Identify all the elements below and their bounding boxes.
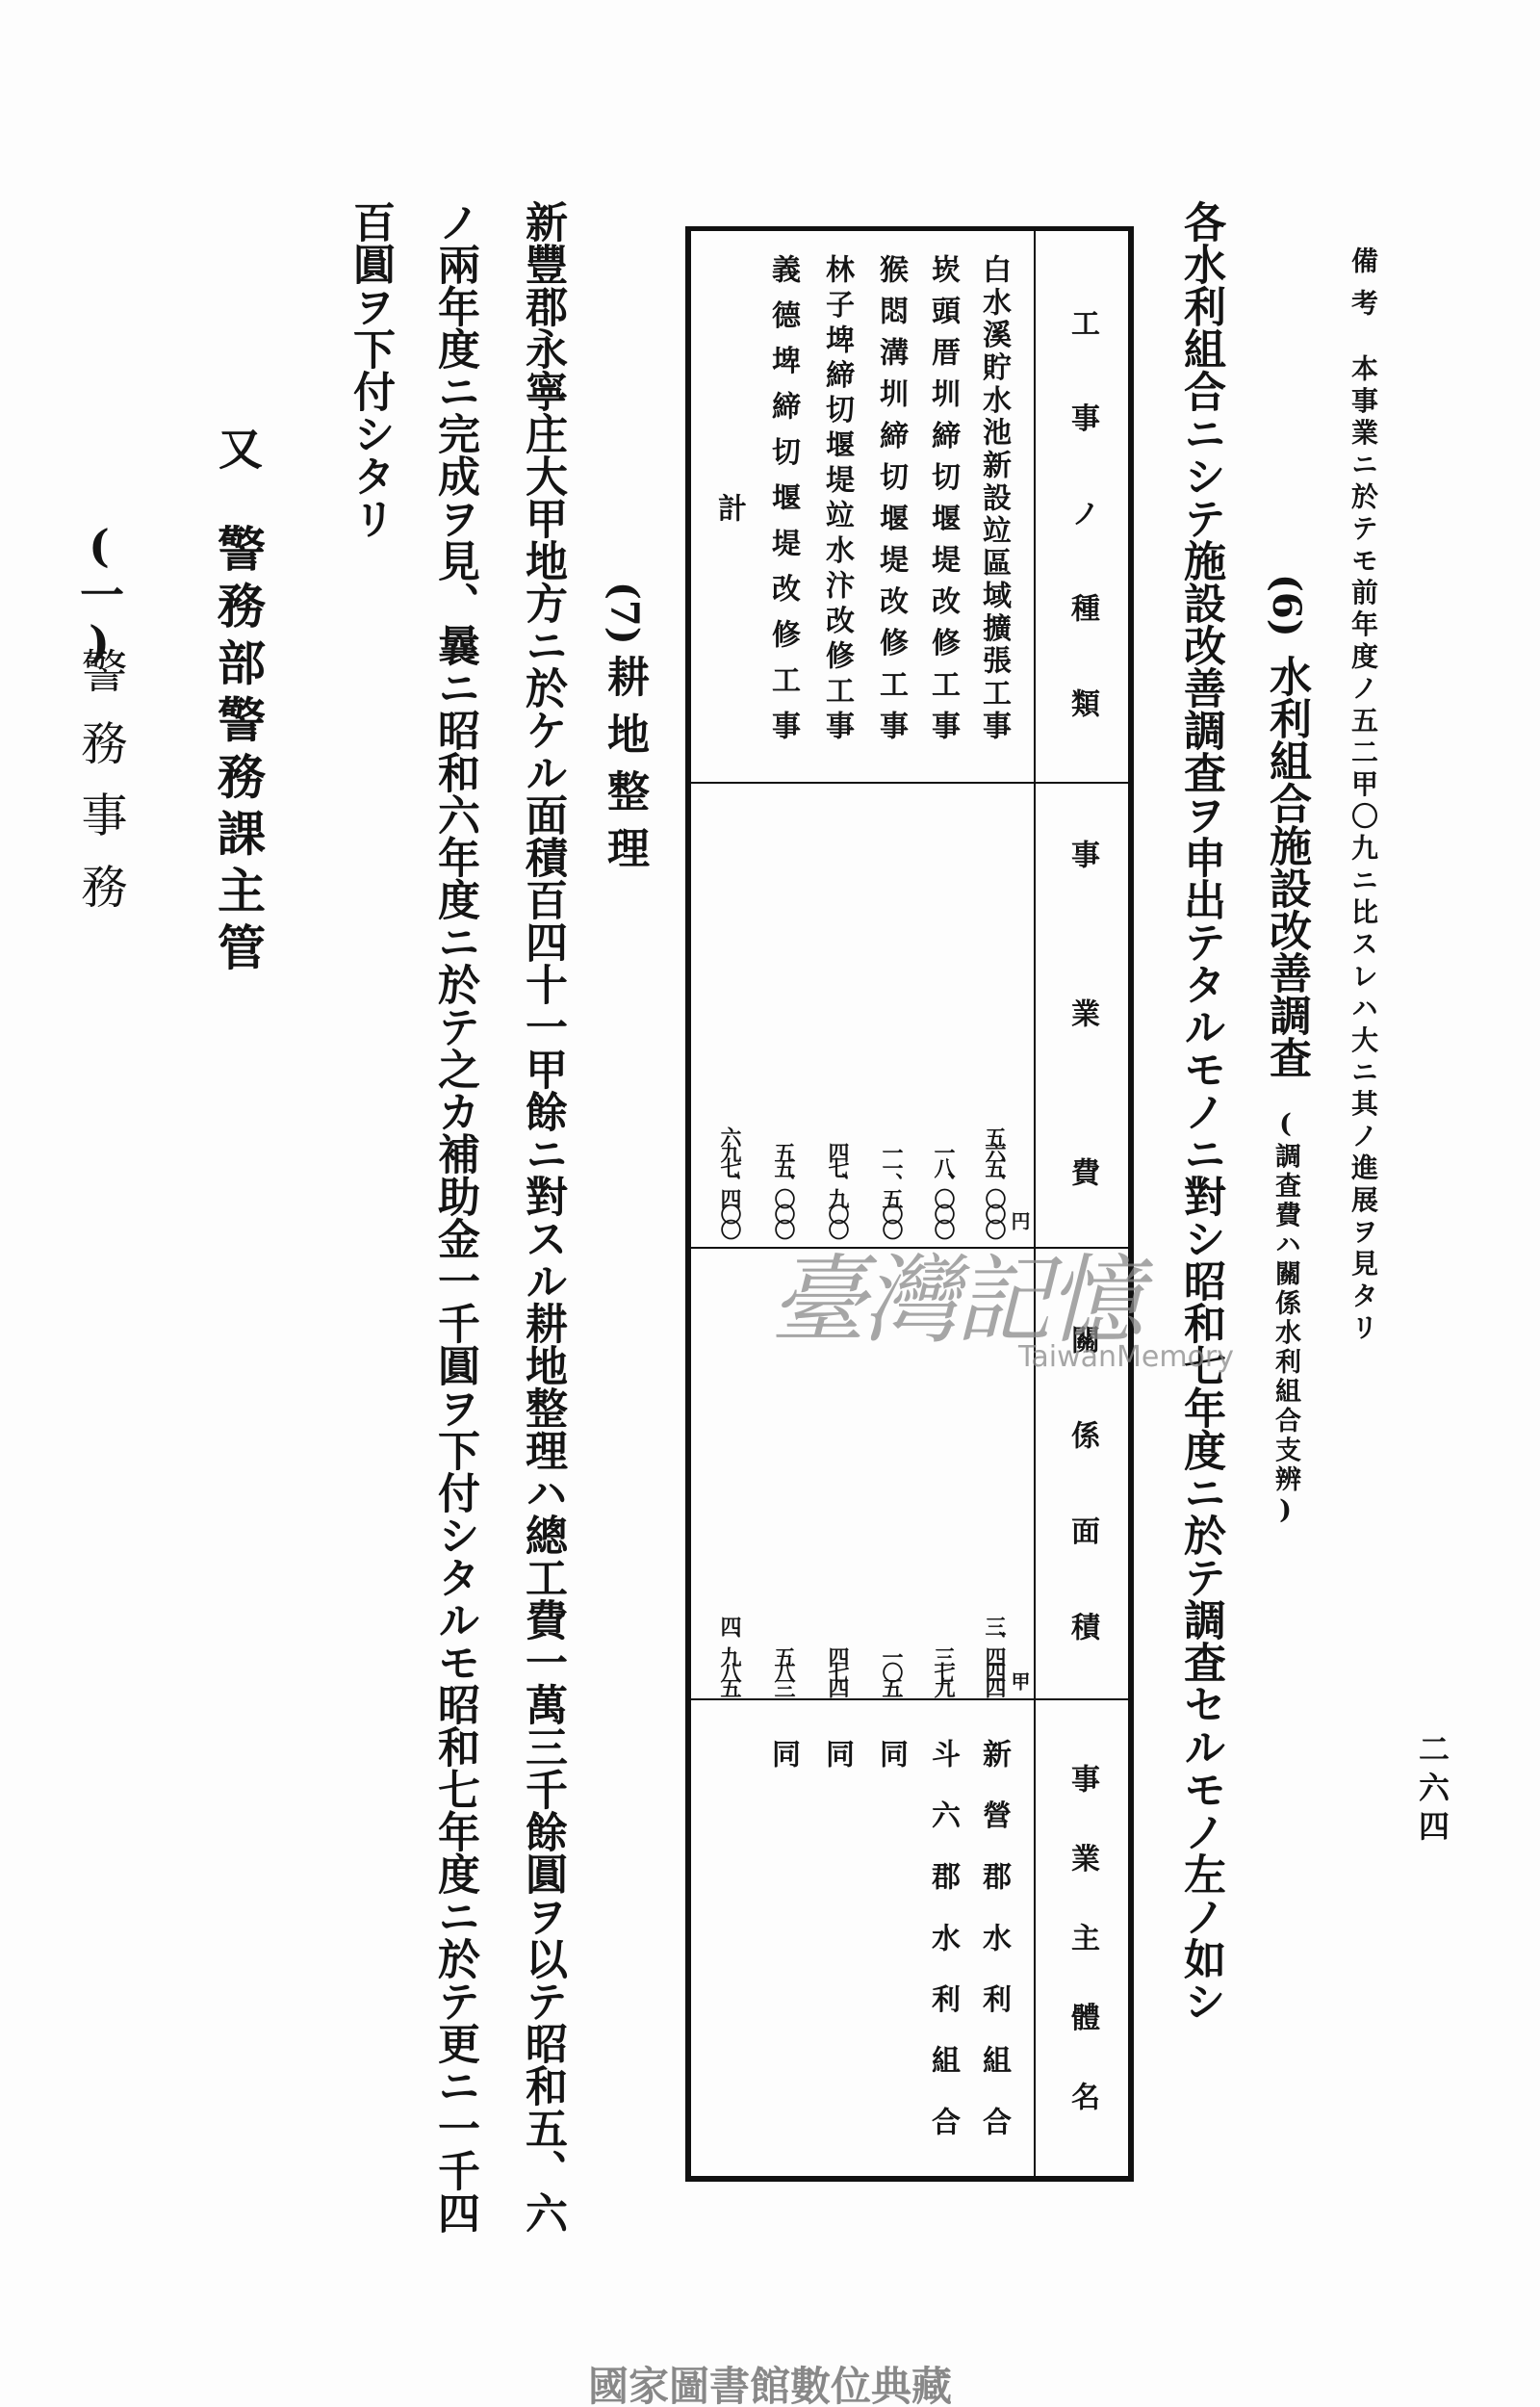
table-row-entity: 斗六郡水利組合 [926,1739,960,2135]
table-row-name: 猴悶溝圳締切堰堤改修工事 [874,254,908,739]
table-header-divider [1034,228,1036,2178]
table-row-cost: 一八、〇〇〇 [931,1142,956,1234]
table-row-area: 四七四 [825,1646,850,1693]
subsection1-title: 警務事務 [73,647,127,909]
table-border-right [1128,226,1134,2182]
section6-title: 水利組合施設改善調査 [1262,655,1311,1078]
section7-line: ノ兩年度ニ完成ヲ見、曩ニ昭和六年度ニ於テ之カ補助金一千圓ヲ下付シタルモ昭和七年度ニ於テ更ニ一千四 [430,200,479,2234]
table-row-name: 林子埤締切堰堤竝水汴改修工事 [820,254,854,739]
page-number: 二六四 [1414,1733,1450,1841]
watermark-logo: 臺灣記憶 [770,1244,1140,1357]
header-kind: 工事ノ種類 [1065,308,1099,717]
table-row-area: 三、四四四 [982,1616,1007,1693]
header-area: 關係面積 [1065,1325,1099,1641]
note-text: 本事業ニ於テモ前年度ノ五二甲〇九ニ比スレハ大ニ其ノ進展ヲ見タリ [1348,354,1379,1341]
section6-subtitle: (調査費ハ關係水利組合支辨) [1270,1109,1300,1525]
table-border-bottom [685,2176,1134,2182]
section6-number: (6) [1264,574,1309,637]
part-title: 警務部警務課主管 [210,524,267,971]
section7-line: 新豐郡永寧庄大甲地方ニ於ケル面積百四十一甲餘ニ對スル耕地整理ハ總工費一萬三千餘圓ヲ以テ昭和五、六 [518,200,567,2234]
area-unit: 甲 [1008,1671,1031,1691]
footer-archive-label: 國家圖書館數位典藏 [587,2363,952,2407]
table-row-cost: 四七、九〇〇 [825,1142,850,1234]
table-border-top [685,226,1134,231]
table-row-entity: 同 [874,1739,908,1768]
total-area: 四、九八五 [717,1616,742,1693]
note-label: 備考 [1348,246,1379,316]
subsection1-number: (一) [73,520,125,668]
table-row-area: 一〇五 [879,1646,904,1693]
table-row-entity: 同 [766,1739,800,1768]
table-row-cost: 五五、〇〇〇 [771,1142,796,1234]
table-row-cost: 五六五、〇〇〇 [982,1126,1007,1234]
table-row-area: 五八三 [771,1646,796,1693]
watermark-subtitle: TaiwanMemory [1018,1340,1235,1374]
table-row-cost: 一一、五〇〇 [879,1142,904,1234]
table-row-area: 三七九 [931,1646,956,1693]
cost-unit: 円 [1008,1211,1031,1230]
table-divider [691,782,1128,784]
table-border-left [685,226,691,2182]
header-entity: 事業主體名 [1065,1764,1099,2110]
table-divider [691,1698,1128,1700]
section7-line: 百圓ヲ下付シタリ [346,200,395,539]
table-row-name: 義德埤締切堰堤改修工事 [766,254,800,739]
table-row-name: 崁頭厝圳締切堰堤改修工事 [926,254,960,739]
total-cost: 六九七、四〇〇 [717,1126,742,1234]
section7-number: (7) [602,582,647,645]
part-mark: 又 [212,426,264,470]
table-row-entity: 同 [820,1739,854,1768]
section7-title: 耕地整理 [600,655,649,868]
table-row-name: 白水溪貯水池新設竝區域擴張工事 [977,254,1011,739]
section6-intro: 各水利組合ニシテ施設改善調査ヲ申出テタルモノニ對シ昭和七年度ニ於テ調査セルモノ左ノ如シ [1176,200,1225,2022]
total-label: 計 [712,493,746,522]
header-cost: 事業費 [1065,840,1099,1186]
table-row-entity: 新營郡水利組合 [977,1739,1011,2135]
